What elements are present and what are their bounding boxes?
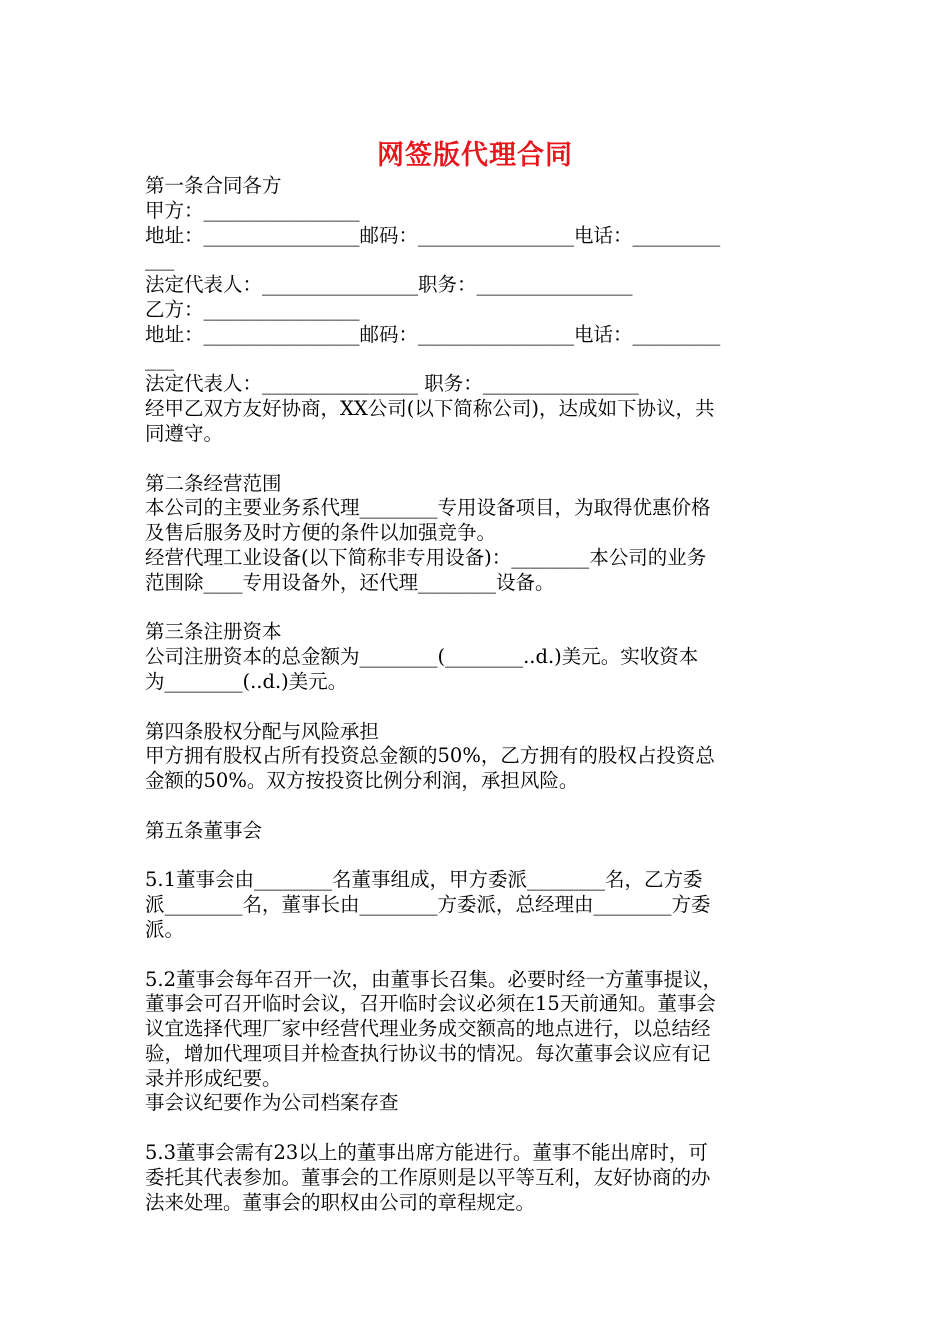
paragraph-spacer [145, 844, 810, 869]
text-line: 法来处理。董事会的职权由公司的章程规定。 [145, 1190, 536, 1214]
paragraph-spacer [145, 695, 810, 720]
text-line: ___ [145, 347, 175, 371]
text-line: 金额的50%。双方按投资比例分利润，承担风险。 [145, 769, 579, 793]
text-line: 范围除____专用设备外，还代理________设备。 [145, 570, 555, 594]
text-line: 5.2董事会每年召开一次，由董事长召集。必要时经一方董事提议， [145, 967, 723, 991]
text-line: 验，增加代理项目并检查执行协议书的情况。每次董事会议应有记 [145, 1041, 711, 1065]
text-line: 第一条合同各方 [145, 174, 282, 197]
text-line: 为________(..d.)美元。 [145, 669, 348, 693]
text-line: 经甲乙双方友好协商，XX公司(以下简称公司)，达成如下协议，共 [145, 397, 715, 421]
paragraph-spacer [145, 794, 810, 819]
text-line: 乙方：________________ [145, 297, 360, 321]
text-line: 同遵守。 [145, 421, 224, 445]
text-line: 第五条董事会 [145, 818, 263, 842]
document-body [145, 174, 810, 1215]
text-line: 委托其代表参加。董事会的工作原则是以平等互利，友好协商的办 [145, 1165, 711, 1189]
text-line: ___ [145, 248, 175, 272]
text-line: 地址：________________邮码：________________电话：_________ [145, 322, 721, 346]
text-line: 5.3董事会需有23以上的董事出席方能进行。董事不能出席时，可 [145, 1141, 708, 1165]
document-title: 网签版代理合同 [377, 140, 573, 171]
text-line: 第二条经营范围 [145, 471, 282, 495]
text-line: 法定代表人：________________ 职务：________________ [145, 372, 639, 396]
text-line: 地址：________________邮码：________________电话：_________ [145, 223, 721, 247]
paragraph-spacer [145, 596, 810, 621]
text-line: 经营代理工业设备(以下简称非专用设备)：________本公司的业务 [145, 545, 707, 569]
text-line: 第四条股权分配与风险承担 [145, 719, 380, 743]
text-line: 法定代表人：________________职务：________________ [145, 273, 633, 297]
text-line: 5.1董事会由________名董事组成，甲方委派________名，乙方委 [145, 868, 703, 892]
text-line: 董事会可召开临时会议，召开临时会议必须在15天前通知。董事会 [145, 992, 716, 1016]
text-line: 甲方：________________ [145, 198, 360, 222]
text-line: 派________名，董事长由________方委派，总经理由________方委 [145, 893, 711, 917]
text-line: 本公司的主要业务系代理________专用设备项目，为取得优惠价格 [145, 496, 711, 520]
text-line: 甲方拥有股权占所有投资总金额的50%，乙方拥有的股权占投资总 [145, 744, 715, 768]
paragraph-spacer [145, 447, 810, 472]
text-line: 第三条注册资本 [145, 620, 282, 644]
paragraph-spacer [145, 1116, 810, 1141]
text-line: 议宜选择代理厂家中经营代理业务成交额高的地点进行，以总结经 [145, 1017, 711, 1041]
text-line: 及售后服务及时方便的条件以加强竞争。 [145, 521, 497, 545]
text-line: 派。 [145, 917, 185, 941]
text-line: 事会议纪要作为公司档案存查 [145, 1091, 399, 1115]
text-line: 录并形成纪要。 [145, 1066, 282, 1090]
paragraph-spacer [145, 943, 810, 968]
text-line: 公司注册资本的总金额为________(________..d.)美元。实收资本 [145, 645, 699, 669]
